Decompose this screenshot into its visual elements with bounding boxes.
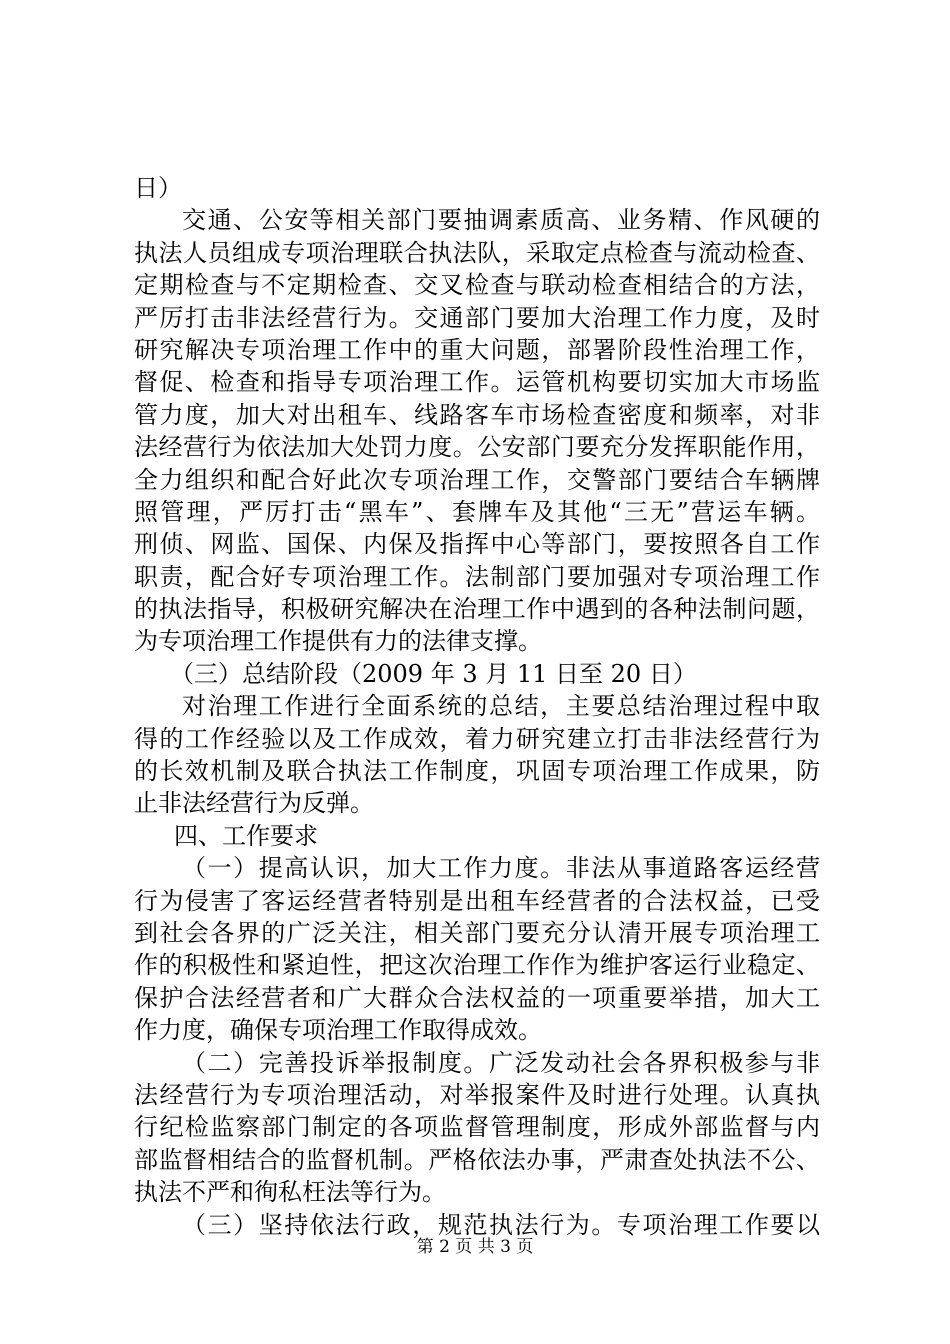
text-line: 作力度，确保专项治理工作取得成效。 [134, 1016, 542, 1045]
text-line: 作的积极性和紧迫性，把这次治理工作作为维护客运行业稳定、 [134, 951, 820, 980]
text-line: 照管理，严厉打击“黑车”、套牌车及其他“三无”营运车辆。 [134, 497, 820, 526]
document-body [134, 172, 820, 1241]
text-line: 管力度，加大对出租车、线路客车市场检查密度和频率，对非 [134, 400, 820, 429]
text-line: 执法不严和徇私枉法等行为。 [134, 1178, 446, 1207]
text-line: 四、工作要求 [174, 821, 318, 850]
text-line: 的执法指导，积极研究解决在治理工作中遇到的各种法制问题， [134, 595, 820, 624]
text-line: （一）提高认识，加大工作力度。非法从事道路客运经营 [182, 854, 820, 883]
text-line: （三）总结阶段（2009 年 3 月 11 日至 20 日） [170, 659, 697, 688]
text-line: 法经营行为专项治理活动，对举报案件及时进行处理。认真执 [134, 1080, 820, 1109]
text-line: 的长效机制及联合执法工作制度，巩固专项治理工作成果，防 [134, 757, 820, 786]
text-line: （三）坚持依法行政，规范执法行为。专项治理工作要以 [182, 1210, 820, 1239]
text-line: 严厉打击非法经营行为。交通部门要加大治理工作力度，及时 [134, 303, 820, 332]
text-line: 研究解决专项治理工作中的重大问题，部署阶段性治理工作， [134, 335, 820, 364]
text-line: 为专项治理工作提供有力的法律支撑。 [134, 627, 542, 656]
text-line: 日） [134, 174, 182, 202]
text-line: 行为侵害了客运经营者特别是出租车经营者的合法权益，已受 [134, 886, 820, 915]
text-line: 执法人员组成专项治理联合执法队，采取定点检查与流动检查、 [134, 238, 820, 267]
text-line: 保护合法经营者和广大群众合法权益的一项重要举措，加大工 [134, 983, 820, 1012]
page-footer: 第 2 页 共 3 页 [416, 1237, 534, 1257]
text-line: 部监督相结合的监督机制。严格依法办事，严肃查处执法不公、 [134, 1145, 820, 1174]
text-line: 督促、检查和指导专项治理工作。运管机构要切实加大市场监 [134, 368, 820, 397]
text-line: 职责，配合好专项治理工作。法制部门要加强对专项治理工作 [134, 562, 820, 591]
text-line: 刑侦、网监、国保、内保及指挥中心等部门，要按照各自工作 [134, 530, 820, 559]
text-line: 定期检查与不定期检查、交叉检查与联动检查相结合的方法， [134, 271, 820, 300]
text-line: （二）完善投诉举报制度。广泛发动社会各界积极参与非 [182, 1048, 820, 1077]
text-line: 行纪检监察部门制定的各项监督管理制度，形成外部监督与内 [134, 1113, 820, 1142]
text-line: 交通、公安等相关部门要抽调素质高、业务精、作风硬的 [182, 206, 820, 235]
text-line: 得的工作经验以及工作成效，着力研究建立打击非法经营行为 [134, 724, 820, 753]
text-line: 法经营行为依法加大处罚力度。公安部门要充分发挥职能作用， [134, 433, 820, 462]
text-line: 止非法经营行为反弹。 [134, 789, 374, 818]
text-line: 全力组织和配合好此次专项治理工作，交警部门要结合车辆牌 [134, 465, 820, 494]
text-line: 到社会各界的广泛关注，相关部门要充分认清开展专项治理工 [134, 918, 820, 947]
text-line: 对治理工作进行全面系统的总结，主要总结治理过程中取 [182, 692, 820, 721]
